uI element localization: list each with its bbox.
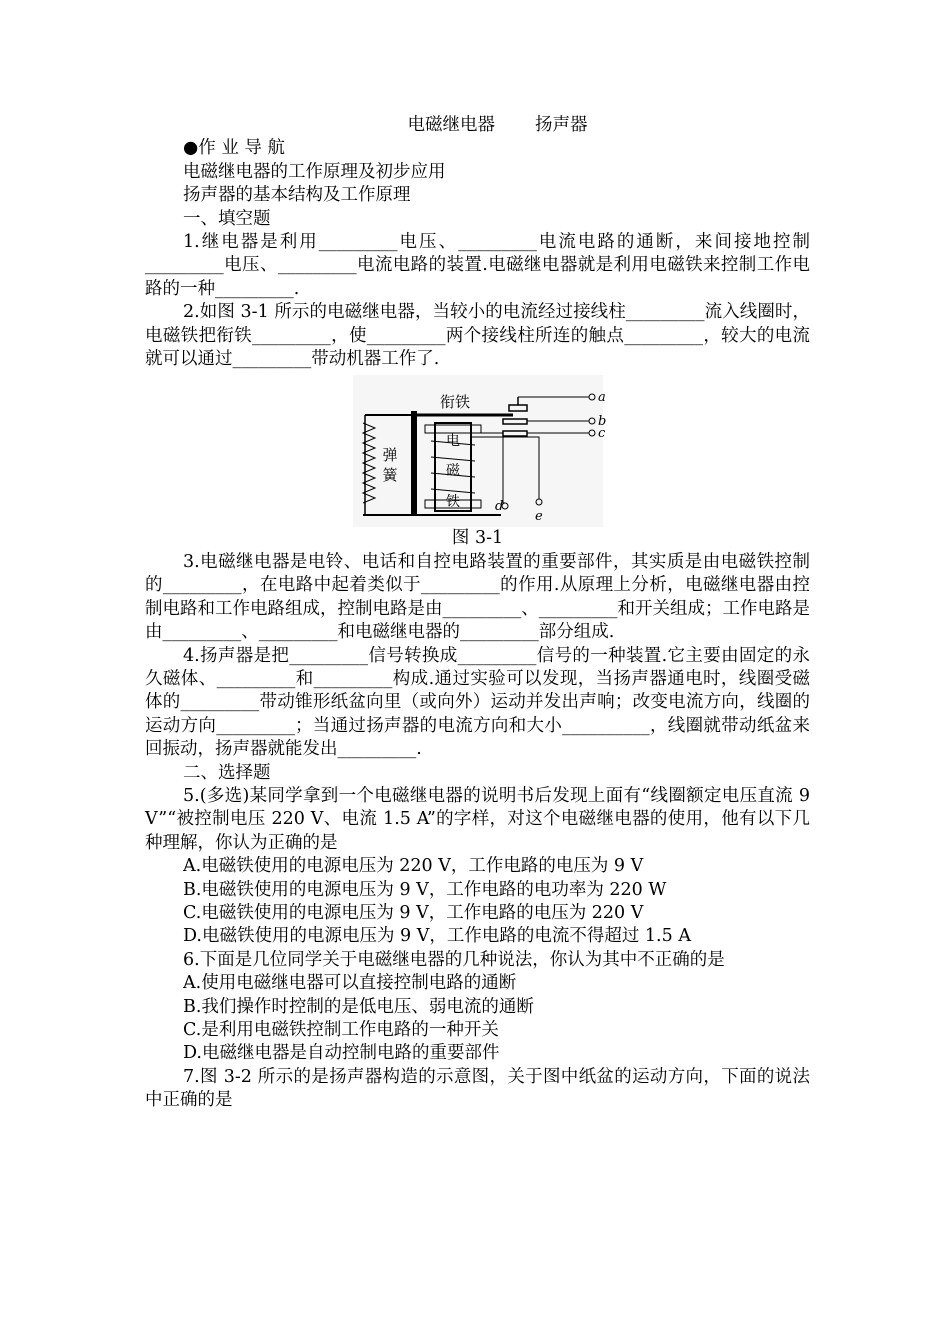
question-6-option-c: C.是利用电磁铁控制工作电路的一种开关 [183, 1020, 499, 1040]
guide-item-1: 电磁继电器的工作原理及初步应用 [183, 161, 446, 182]
question-6-option-a: A.使用电磁继电器可以直接控制电路的通断 [183, 973, 517, 994]
question-5-stem: 5.(多选)某同学拿到一个电磁继电器的说明书后发现上面有“线圈额定电压直流 9 V”“被控制电压 220 V、电流 1.5 A”的字样，对这个电磁继电器的使用，他有以下几种理解，你认为正确的是 [145, 785, 810, 853]
question-6-option-b: B.我们操作时控制的是低电压、弱电流的通断 [183, 996, 534, 1017]
armature-label: 衔铁 [439, 393, 470, 412]
guide-heading: ●作 业 导 航 [183, 138, 285, 159]
question-7-stem: 7.图 3-2 所示的是扬声器构造的示意图，关于图中纸盆的运动方向，下面的说法中正确的是 [145, 1066, 810, 1111]
title-left: 电磁继电器 [407, 115, 495, 135]
figure-3-1 [145, 375, 810, 527]
question-1: 1.继电器是利用_________电压、_________电流电路的通断，来间接地控制_________电压、_________电流电路的装置.电磁继电器就是利用电磁铁来控制工作电路的一种_________. [145, 232, 810, 299]
question-5-option-d: D.电磁铁使用的电源电压为 9 V，工作电路的电流不得超过 1.5 A [183, 926, 691, 947]
title-right: 扬声器 [535, 115, 588, 135]
question-3: 3.电磁继电器是电铃、电话和自控电路装置的重要部件，其实质是由电磁铁控制的_________，在电路中起着类似于_________的作用.从原理上分析，电磁继电器由控制电路和工作电路组成，控制电路是由_________、_________和开关组成；工作电路是由_________、_________和电磁继电器的_________部分组成. [145, 551, 810, 643]
document-page [145, 114, 810, 1113]
section-fill-blank: 一、填空题 [183, 208, 271, 229]
spring-label-1: 弹 [381, 446, 398, 465]
question-5-option-b: B.电磁铁使用的电源电压为 9 V，工作电路的电功率为 220 W [183, 879, 667, 900]
magnet-label-2: 磁 [445, 463, 460, 480]
page-title [145, 114, 810, 137]
terminal-d: d [494, 499, 503, 515]
magnet-label-1: 电 [445, 433, 460, 450]
terminal-e: e [534, 509, 543, 525]
question-5-option-c: C.电磁铁使用的电源电压为 9 V，工作电路的电压为 220 V [183, 902, 644, 923]
spring-label-2: 簧 [381, 466, 398, 485]
section-choice: 二、选择题 [183, 762, 271, 783]
support-pillar [411, 411, 417, 515]
magnet-label-3: 铁 [445, 494, 460, 511]
question-6-option-d: D.电磁继电器是自动控制电路的重要部件 [183, 1043, 500, 1064]
question-4: 4.扬声器是把_________信号转换成_________信号的一种装置.它主要由固定的永久磁体、_________和_________构成.通过实验可以发现，当扬声器通电时，线圈受磁体的_________带动锥形纸盆向里（或向外）运动并发出声响；改变电流方向，线圈的运动方向_________；当通过扬声器的电流方向和大小__________，线圈就带动纸盆来回振动，扬声器就能发出_________. [145, 645, 810, 760]
question-2: 2.如图 3-1 所示的电磁继电器，当较小的电流经过接线柱_________流入线圈时，电磁铁把衔铁_________，使_________两个接线柱所连的触点_________，较大的电流就可以通过_________带动机器工作了. [145, 302, 810, 370]
relay-diagram [353, 375, 606, 527]
terminal-c: c [597, 426, 605, 442]
guide-item-2: 扬声器的基本结构及工作原理 [183, 185, 411, 206]
terminal-b: b [597, 414, 606, 430]
figure-caption: 图 3-1 [451, 528, 504, 549]
question-6-stem: 6.下面是几位同学关于电磁继电器的几种说法，你认为其中不正确的是 [183, 949, 725, 970]
question-5-option-a: A.电磁铁使用的电源电压为 220 V，工作电路的电压为 9 V [183, 856, 644, 877]
terminal-a: a [597, 390, 606, 406]
